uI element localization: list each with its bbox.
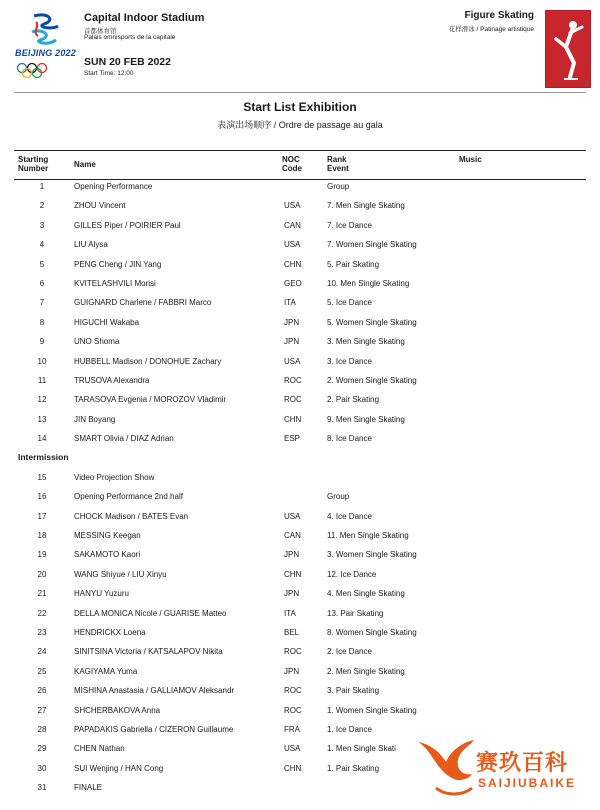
starting-number-cell: 6 (39, 278, 45, 288)
beijing-2022-emblem (14, 10, 76, 80)
name-cell: SHCHERBAKOVA Anna (74, 705, 161, 715)
starting-number-cell: 15 (37, 472, 47, 482)
rank-event-cell: 5. Women Single Skating (327, 317, 417, 327)
noc-code-cell: CAN (284, 220, 301, 230)
rank-event-cell: 4. Ice Dance (327, 511, 372, 521)
starting-number-cell: 27 (37, 705, 47, 715)
table-row (14, 275, 586, 294)
starting-number-cell: 10 (37, 356, 47, 366)
noc-code-cell: CHN (284, 763, 302, 773)
noc-code-cell: CHN (284, 259, 302, 269)
starting-number-cell: 9 (39, 337, 45, 347)
rank-event-cell: Group (327, 492, 350, 502)
table-row (14, 488, 586, 507)
rank-event-cell: 1. Ice Dance (327, 724, 372, 734)
rank-event-cell: 8. Ice Dance (327, 434, 372, 444)
skater-icon (546, 11, 590, 87)
name-cell: Opening Performance 2nd half (74, 492, 183, 502)
noc-code-cell: ROC (284, 395, 302, 405)
table-header (14, 150, 586, 180)
name-cell: SINITSINA Victoria / KATSALAPOV Nikita (74, 647, 223, 657)
table-row (14, 430, 586, 449)
rank-event-cell: 11. Men Single Skating (327, 531, 409, 541)
starting-number-cell: 14 (37, 434, 47, 444)
name-cell: MESSING Keegan (74, 531, 141, 541)
rank-event-cell: 3. Ice Dance (327, 356, 372, 366)
noc-code-cell: JPN (284, 317, 300, 327)
rank-event-cell: 3. Pair Skating (327, 686, 380, 696)
name-cell: KVITELASHVILI Morisi (74, 278, 156, 288)
noc-code-cell: JPN (284, 666, 300, 676)
header-divider (14, 92, 586, 93)
rank-event-cell: 5. Ice Dance (327, 298, 372, 308)
name-cell: JIN Boyang (74, 414, 116, 424)
noc-code-cell: JPN (284, 550, 300, 560)
name-cell: SAKAMOTO Kaori (74, 550, 141, 560)
col-name: Name (74, 160, 96, 169)
name-cell: HUBBELL Madison / DONOHUE Zachary (74, 356, 222, 366)
col-rank-event (327, 155, 349, 173)
name-cell: GILLES Piper / POIRIER Paul (74, 220, 181, 230)
rank-event-cell: 5. Pair Skating (327, 259, 380, 269)
col-code-label: Code (282, 164, 302, 173)
rank-event-cell: 1. Women Single Skating (327, 705, 417, 715)
name-cell: CHEN Nathan (74, 744, 125, 754)
noc-code-cell: ITA (284, 608, 296, 618)
rank-event-cell: 3. Men Single Skating (327, 337, 405, 347)
noc-code-cell: ROC (284, 705, 302, 715)
table-row (14, 469, 586, 488)
starting-number-cell: 7 (39, 298, 45, 308)
name-cell: Video Projection Show (74, 472, 155, 482)
table-row (14, 333, 586, 352)
starting-number-cell: 22 (37, 608, 47, 618)
name-cell: KAGIYAMA Yuma (74, 666, 138, 676)
table-row (14, 256, 586, 275)
starting-number-cell: 19 (37, 550, 47, 560)
name-cell: GUIGNARD Charlene / FABBRI Marco (74, 298, 212, 308)
noc-code-cell: USA (284, 744, 301, 754)
name-cell: TARASOVA Evgenia / MOROZOV Vladimir (74, 395, 227, 405)
rank-event-cell: 2. Women Single Skating (327, 375, 417, 385)
table-row (14, 643, 586, 662)
sport-name: Figure Skating (464, 10, 534, 21)
section-label: Intermission (18, 452, 69, 463)
table-row (14, 372, 586, 391)
wave-icon (436, 788, 472, 794)
name-cell: ZHOU Vincent (74, 201, 126, 211)
starting-number-cell: 16 (37, 492, 47, 502)
noc-code-cell: ITA (284, 298, 296, 308)
starting-number-cell: 31 (37, 783, 47, 793)
rank-event-cell: 2. Ice Dance (327, 647, 372, 657)
name-cell: PAPADAKIS Gabriella / CIZERON Guillaume (74, 724, 234, 734)
starting-number-cell: 4 (39, 240, 45, 250)
rank-event-cell: 13. Pair Skating (327, 608, 384, 618)
logo-wordmark: BEIJING 2022 (15, 48, 76, 58)
noc-code-cell: ROC (284, 647, 302, 657)
col-rank-label: Rank (327, 155, 347, 164)
noc-code-cell: USA (284, 511, 301, 521)
event-date: SUN 20 FEB 2022 (84, 56, 171, 68)
col-starting-number (18, 155, 48, 173)
start-list-table-body (14, 178, 586, 799)
noc-code-cell: BEL (284, 627, 300, 637)
starting-number-cell: 30 (37, 763, 47, 773)
table-row (14, 411, 586, 430)
starting-number-cell: 2 (39, 201, 45, 211)
noc-code-cell: CAN (284, 531, 301, 541)
table-row (14, 197, 586, 216)
name-cell: SMART Olivia / DIAZ Adrian (74, 434, 174, 444)
table-row (14, 546, 586, 565)
starting-number-cell: 5 (39, 259, 45, 269)
watermark-text-english: SAIJIUBAIKE (478, 776, 577, 790)
table-row (14, 702, 586, 721)
table-row (14, 217, 586, 236)
col-number-label: Number (18, 164, 49, 173)
name-cell: HANYU Yuzuru (74, 589, 129, 599)
venue-name-chinese: 首都体育馆 (84, 28, 117, 35)
starting-number-cell: 8 (39, 317, 45, 327)
table-row (14, 527, 586, 546)
table-row (14, 294, 586, 313)
fish-tail-icon (418, 740, 474, 780)
name-cell: TRUSOVA Alexandra (74, 375, 150, 385)
starting-number-cell: 1 (39, 182, 45, 191)
noc-code-cell: USA (284, 201, 301, 211)
starting-number-cell: 20 (37, 569, 47, 579)
starting-number-cell: 24 (37, 647, 47, 657)
sport-name-translations: 花样滑冰 / Patinage artistique (448, 26, 534, 33)
noc-code-cell: USA (284, 240, 301, 250)
table-row (14, 585, 586, 604)
rank-event-cell: 9. Men Single Skating (327, 414, 405, 424)
starting-number-cell: 23 (37, 627, 47, 637)
name-cell: SUI Wenjing / HAN Cong (74, 763, 164, 773)
table-row (14, 508, 586, 527)
name-cell: CHOCK Madison / BATES Evan (74, 511, 189, 521)
table-row (14, 236, 586, 255)
starting-number-cell: 25 (37, 666, 47, 676)
noc-code-cell: FRA (284, 724, 300, 734)
col-noc-code (282, 155, 302, 173)
name-cell: UNO Shoma (74, 337, 120, 347)
noc-code-cell: USA (284, 356, 301, 366)
rank-event-cell: 4. Men Single Skating (327, 589, 405, 599)
venue-name: Capital Indoor Stadium (84, 12, 205, 24)
name-cell: LIU Alysa (74, 240, 108, 250)
table-row (14, 566, 586, 585)
table-row (14, 353, 586, 372)
document-header (0, 0, 600, 92)
rank-event-cell: 7. Men Single Skating (327, 201, 405, 211)
starting-number-cell: 13 (37, 414, 47, 424)
name-cell: DELLA MONICA Nicole / GUARISE Matteo (74, 608, 227, 618)
noc-code-cell: CHN (284, 569, 302, 579)
name-cell: WANG Shiyue / LIU Xinyu (74, 569, 167, 579)
name-cell: MISHINA Anastasia / GALLIAMOV Aleksandr (74, 686, 235, 696)
col-starting-label: Starting (18, 155, 49, 164)
rank-event-cell: 7. Ice Dance (327, 220, 372, 230)
col-noc-label: NOC (282, 155, 300, 164)
rank-event-cell: 12. Ice Dance (327, 569, 377, 579)
table-row (14, 682, 586, 701)
rank-event-cell: 1. Pair Skating (327, 763, 380, 773)
table-row (14, 663, 586, 682)
table-row (14, 314, 586, 333)
table-row (14, 391, 586, 410)
page-title: Start List Exhibition (243, 100, 357, 114)
starting-number-cell: 29 (37, 744, 47, 754)
name-cell: PENG Cheng / JIN Yang (74, 259, 162, 269)
starting-number-cell: 18 (37, 531, 47, 541)
table-row (14, 624, 586, 643)
noc-code-cell: JPN (284, 337, 300, 347)
rank-event-cell: 10. Men Single Skating (327, 278, 410, 288)
rank-event-cell: 8. Women Single Skating (327, 627, 417, 637)
rank-event-cell: 7. Women Single Skating (327, 240, 417, 250)
noc-code-cell: ROC (284, 375, 302, 385)
start-time: Start Time: 12:00 (84, 70, 134, 77)
rank-event-cell: Group (327, 182, 350, 191)
starting-number-cell: 28 (37, 724, 47, 734)
section-row (14, 449, 586, 468)
page-subtitle: 表演出场顺序 / Ordre de passage au gala (217, 120, 383, 130)
starting-number-cell: 26 (37, 686, 47, 696)
starting-number-cell: 12 (37, 395, 47, 405)
noc-code-cell: JPN (284, 589, 300, 599)
table-row (14, 178, 586, 197)
name-cell: HIGUCHI Wakaba (74, 317, 140, 327)
starting-number-cell: 11 (37, 375, 47, 385)
rank-event-cell: 3. Women Single Skating (327, 550, 417, 560)
rank-event-cell: 1. Men Single Skati (327, 744, 396, 754)
figure-skating-pictogram (545, 10, 591, 88)
noc-code-cell: ESP (284, 434, 301, 444)
starting-number-cell: 21 (37, 589, 47, 599)
noc-code-cell: GEO (284, 278, 302, 288)
table-row (14, 605, 586, 624)
watermark-text-chinese: 赛玖百科 (476, 750, 569, 775)
col-music: Music (459, 155, 482, 164)
starting-number-cell: 17 (37, 511, 47, 521)
noc-code-cell: CHN (284, 414, 302, 424)
name-cell: HENDRICKX Loena (74, 627, 146, 637)
col-event-label: Event (327, 164, 349, 173)
venue-name-french: Palais omnisports de la capitale (84, 34, 176, 41)
name-cell: Opening Performance (74, 182, 153, 191)
noc-code-cell: ROC (284, 686, 302, 696)
starting-number-cell: 3 (39, 220, 45, 230)
rank-event-cell: 2. Men Single Skating (327, 666, 405, 676)
rank-event-cell: 2. Pair Skating (327, 395, 380, 405)
name-cell: FINALE (74, 783, 103, 793)
